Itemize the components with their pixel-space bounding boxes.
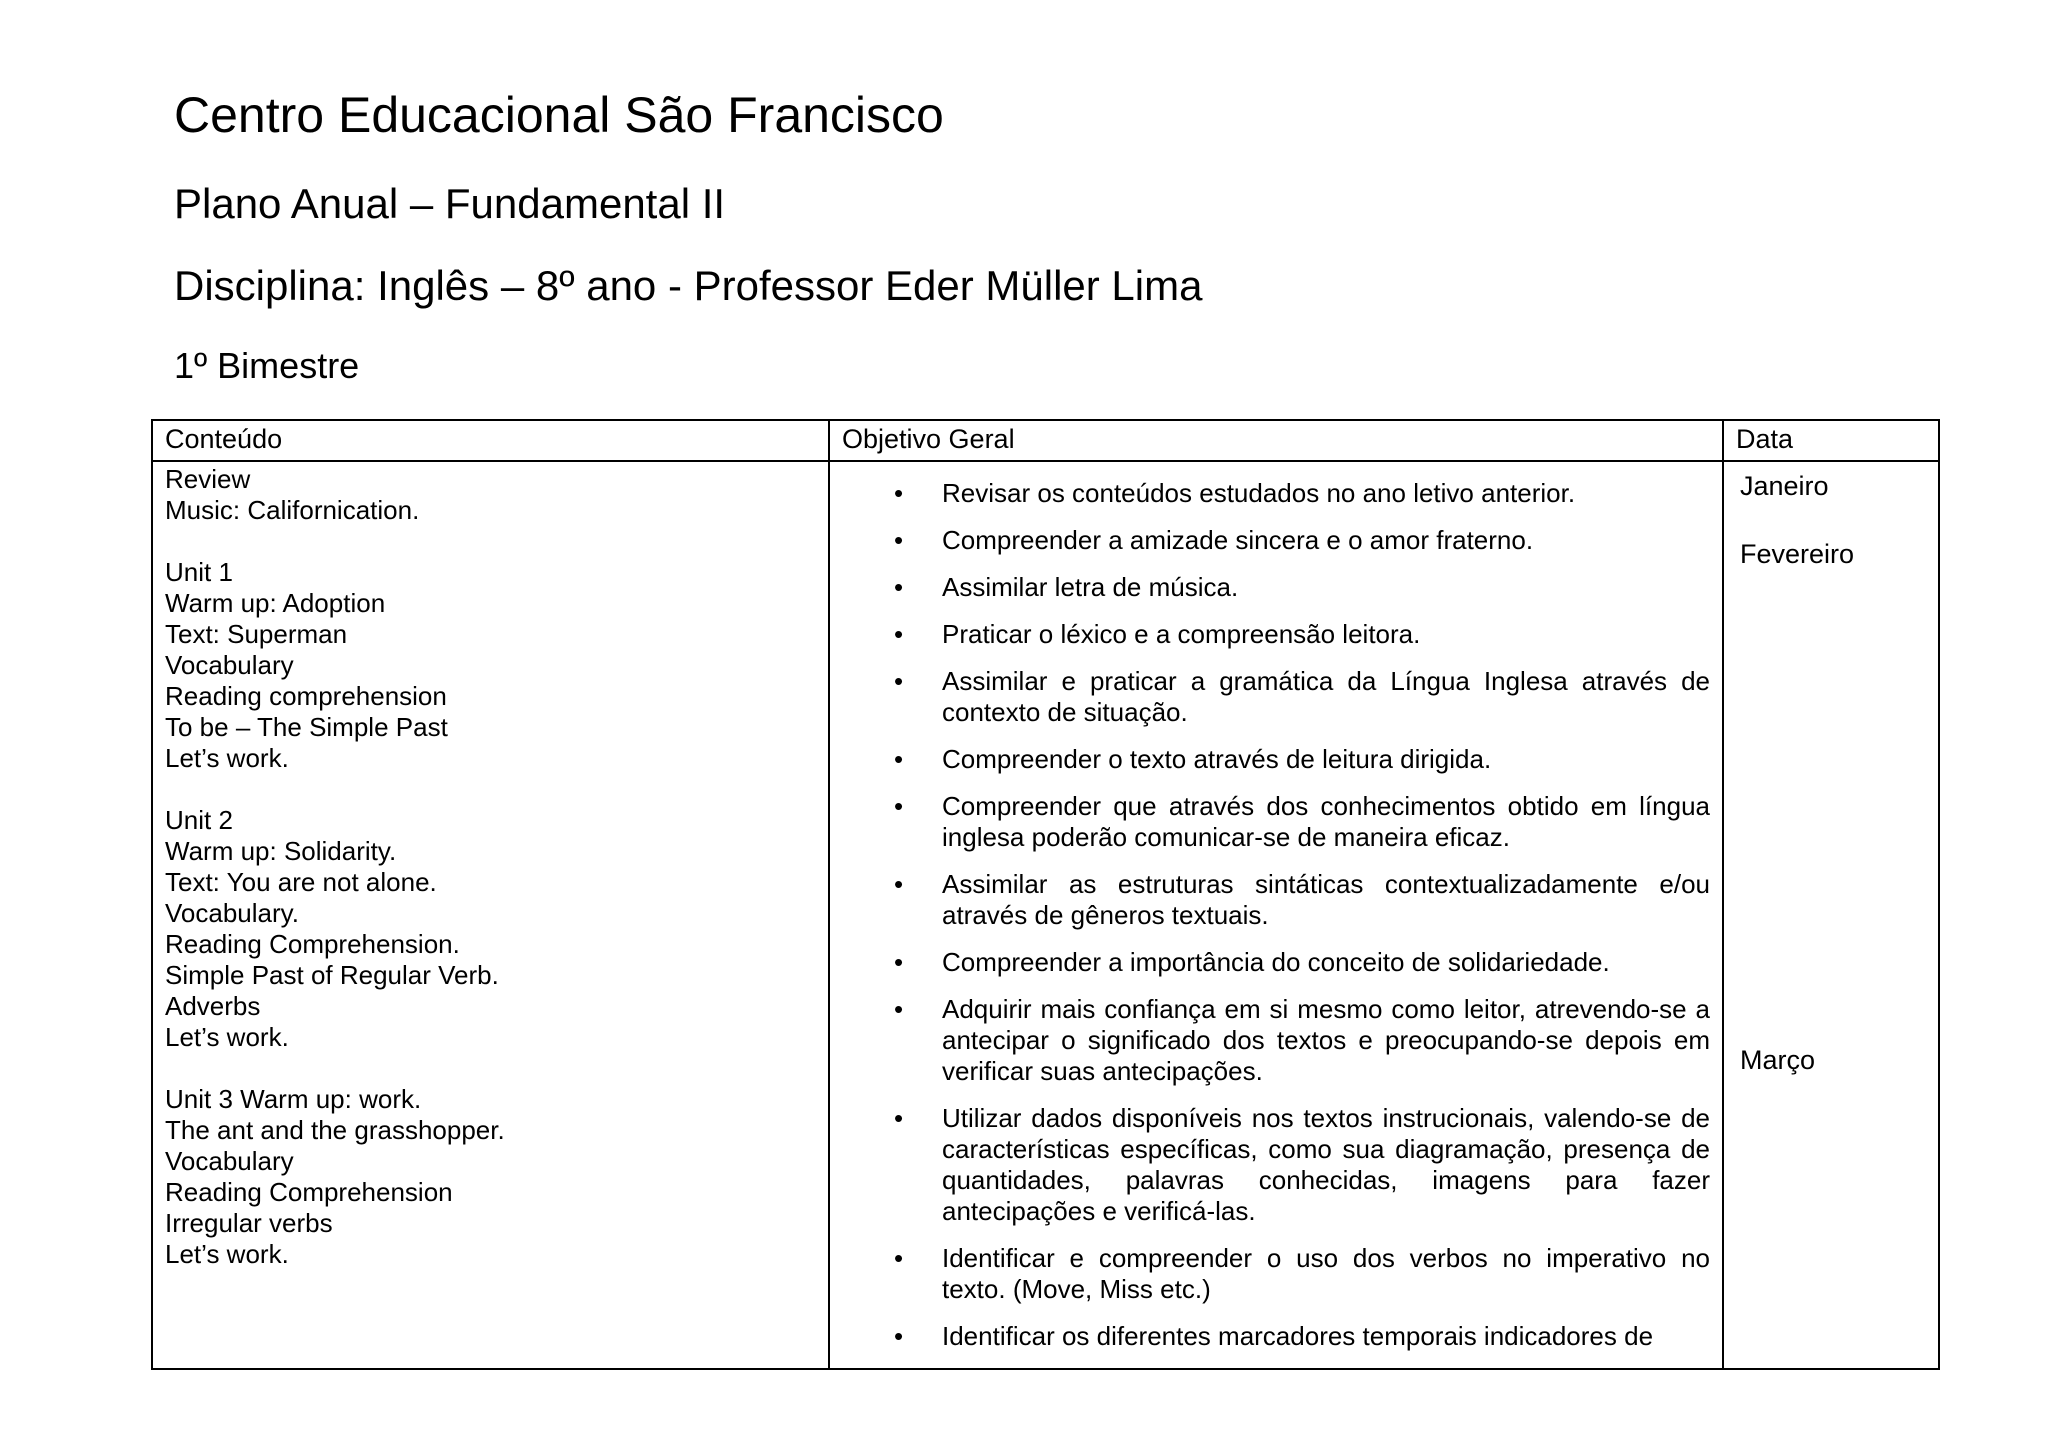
objective-text: Compreender que através dos conhecimentos obtido em língua inglesa poderão comunicar-se de maneira eficaz.	[942, 791, 1710, 852]
objectives-list	[842, 478, 1710, 1352]
content-line: Music: Californication.	[165, 495, 420, 525]
annual-plan-table	[151, 419, 1940, 1370]
bullet-icon: •	[894, 619, 904, 649]
content-line: Reading Comprehension	[165, 1177, 453, 1207]
objective-item	[842, 791, 1710, 853]
date-marco: Março	[1740, 1045, 1816, 1075]
content-line: Warm up: Adoption	[165, 588, 386, 618]
content-line: Vocabulary.	[165, 898, 299, 928]
content-block	[165, 464, 816, 526]
content-line: Text: You are not alone.	[165, 867, 437, 897]
objective-text: Identificar os diferentes marcadores temporais indicadores de	[942, 1321, 1654, 1351]
term-label: 1º Bimestre	[174, 345, 360, 386]
content-line: Reading comprehension	[165, 681, 447, 711]
date-janeiro: Janeiro	[1740, 471, 1829, 501]
content-line: To be – The Simple Past	[165, 712, 448, 742]
bullet-icon: •	[894, 744, 904, 774]
document-title: Centro Educacional São Francisco	[174, 87, 944, 143]
content-line: Simple Past of Regular Verb.	[165, 960, 499, 990]
content-block	[165, 805, 816, 1053]
bullet-icon: •	[894, 525, 904, 555]
objective-text: Praticar o léxico e a compreensão leitora.	[942, 619, 1421, 649]
bullet-icon: •	[894, 791, 904, 821]
bullet-icon: •	[894, 572, 904, 602]
table-header-row	[152, 420, 1939, 461]
content-line: Unit 2	[165, 805, 233, 835]
table-body-row	[152, 461, 1939, 1369]
bullet-icon: •	[894, 1243, 904, 1273]
header-conteudo: Conteúdo	[152, 420, 829, 461]
content-line: Unit 3 Warm up: work.	[165, 1084, 422, 1114]
bullet-icon: •	[894, 1103, 904, 1133]
content-line: Review	[165, 464, 251, 494]
dates-column	[1723, 461, 1939, 1369]
objective-item	[842, 525, 1710, 556]
objective-item	[842, 619, 1710, 650]
objective-text: Compreender a importância do conceito de solidariedade.	[942, 947, 1610, 977]
objective-item	[842, 1103, 1710, 1227]
objective-item	[842, 744, 1710, 775]
content-block	[165, 1084, 816, 1270]
objective-item	[842, 666, 1710, 728]
objective-item	[842, 869, 1710, 931]
content-line: Text: Superman	[165, 619, 348, 649]
content-line: Let’s work.	[165, 743, 289, 773]
objective-text: Compreender o texto através de leitura dirigida.	[942, 744, 1492, 774]
objective-item	[842, 572, 1710, 603]
content-block	[165, 557, 816, 774]
objective-text: Identificar e compreender o uso dos verbos no imperativo no texto. (Move, Miss etc.)	[942, 1243, 1710, 1304]
content-line: The ant and the grasshopper.	[165, 1115, 505, 1145]
objective-text: Assimilar e praticar a gramática da Língua Inglesa através de contexto de situação.	[942, 666, 1710, 727]
bullet-icon: •	[894, 478, 904, 508]
objective-text: Adquirir mais confiança em si mesmo como leitor, atrevendo-se a antecipar o significado dos textos e preocupando-se depois em verificar suas antecipações.	[942, 994, 1710, 1086]
objective-item	[842, 994, 1710, 1087]
header-objetivo-geral: Objetivo Geral	[829, 420, 1723, 461]
content-line: Adverbs	[165, 991, 261, 1021]
bullet-icon: •	[894, 947, 904, 977]
bullet-icon: •	[894, 994, 904, 1024]
objective-item	[842, 1243, 1710, 1305]
date-fevereiro: Fevereiro	[1740, 539, 1855, 569]
content-column	[152, 461, 829, 1369]
objective-text: Assimilar as estruturas sintáticas contextualizadamente e/ou através de gêneros textuais.	[942, 869, 1710, 930]
objective-text: Compreender a amizade sincera e o amor fraterno.	[942, 525, 1534, 555]
plan-subtitle: Plano Anual – Fundamental II	[174, 180, 726, 227]
bullet-icon: •	[894, 869, 904, 899]
bullet-icon: •	[894, 666, 904, 696]
content-line: Irregular verbs	[165, 1208, 333, 1238]
content-line: Reading Comprehension.	[165, 929, 460, 959]
content-line: Let’s work.	[165, 1239, 289, 1269]
objective-text: Assimilar letra de música.	[942, 572, 1239, 602]
content-line: Vocabulary	[165, 650, 294, 680]
objective-item	[842, 478, 1710, 509]
objective-text: Utilizar dados disponíveis nos textos instrucionais, valendo-se de características específicas, como sua diagramação, presença de quantidades, palavras conhecidas, imagens para fazer antecipações e verificá-las.	[942, 1103, 1710, 1226]
subject-line: Disciplina: Inglês – 8º ano - Professor Eder Müller Lima	[174, 262, 1203, 309]
content-line: Warm up: Solidarity.	[165, 836, 397, 866]
content-line: Let’s work.	[165, 1022, 289, 1052]
objective-item	[842, 947, 1710, 978]
objective-text: Revisar os conteúdos estudados no ano letivo anterior.	[942, 478, 1576, 508]
content-line: Unit 1	[165, 557, 233, 587]
objectives-column	[829, 461, 1723, 1369]
objective-item	[842, 1321, 1710, 1352]
header-data: Data	[1723, 420, 1939, 461]
bullet-icon: •	[894, 1321, 904, 1351]
content-line: Vocabulary	[165, 1146, 294, 1176]
